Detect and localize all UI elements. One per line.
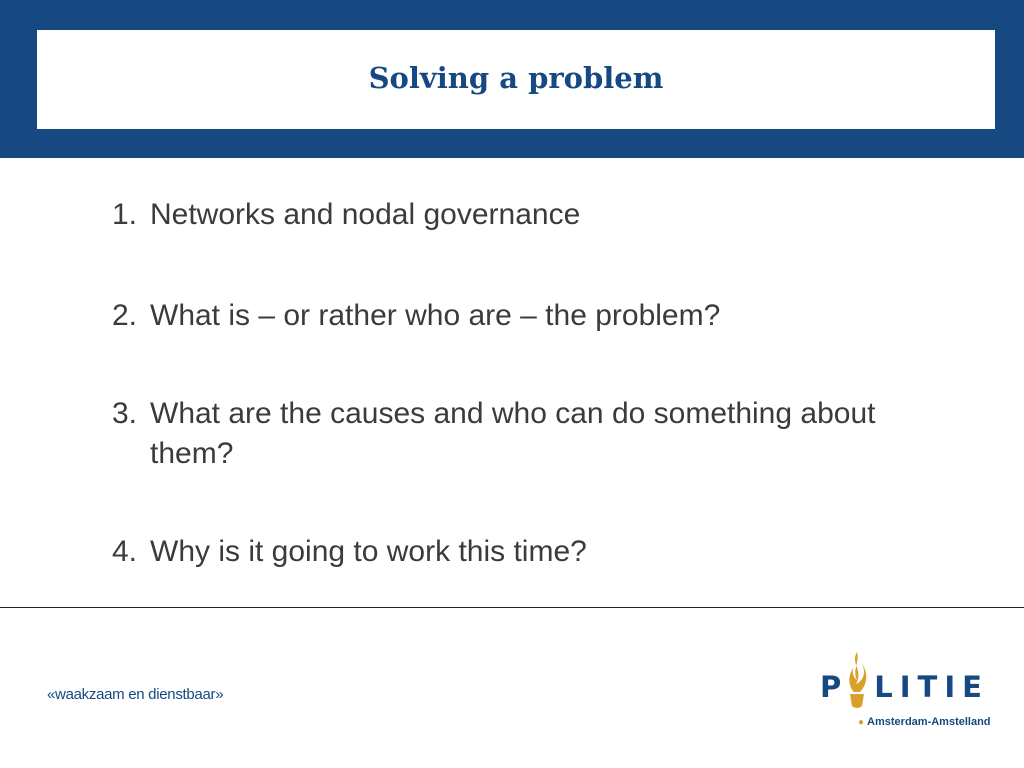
list-item: [112, 195, 912, 235]
slogan: [47, 686, 223, 703]
slogan-text: waakzaam en dienstbaar: [55, 686, 216, 703]
logo-word-left: P: [820, 670, 849, 704]
list-item: [112, 532, 912, 572]
list-item: [112, 394, 902, 474]
list-item-number: 2.: [112, 299, 138, 332]
logo-subtitle-text: Amsterdam-Amstelland: [867, 716, 991, 728]
list-item-text: Why is it going to work this time?: [150, 535, 587, 568]
list-item: [112, 296, 912, 336]
flame-torch-icon: [842, 650, 872, 710]
list-item-text: Networks and nodal governance: [150, 198, 581, 231]
list-item-text: What are the causes and who can do something about them?: [150, 397, 876, 470]
logo-word-right: LITIE: [874, 670, 989, 704]
footer-divider: [0, 607, 1024, 608]
politie-logo: [820, 650, 1000, 740]
title-box: [37, 30, 995, 129]
list-item-number: 1.: [112, 198, 138, 231]
bullet-dot-icon: ●: [858, 717, 865, 728]
logo-subtitle: [858, 716, 991, 728]
list-item-text: What is – or rather who are – the problem?: [150, 299, 721, 332]
slogan-open-quote: «: [47, 686, 56, 703]
list-item-number: 4.: [112, 535, 138, 568]
slogan-close-quote: »: [215, 686, 224, 703]
list-item-number: 3.: [112, 397, 138, 430]
slide-title: Solving a problem: [368, 60, 664, 95]
